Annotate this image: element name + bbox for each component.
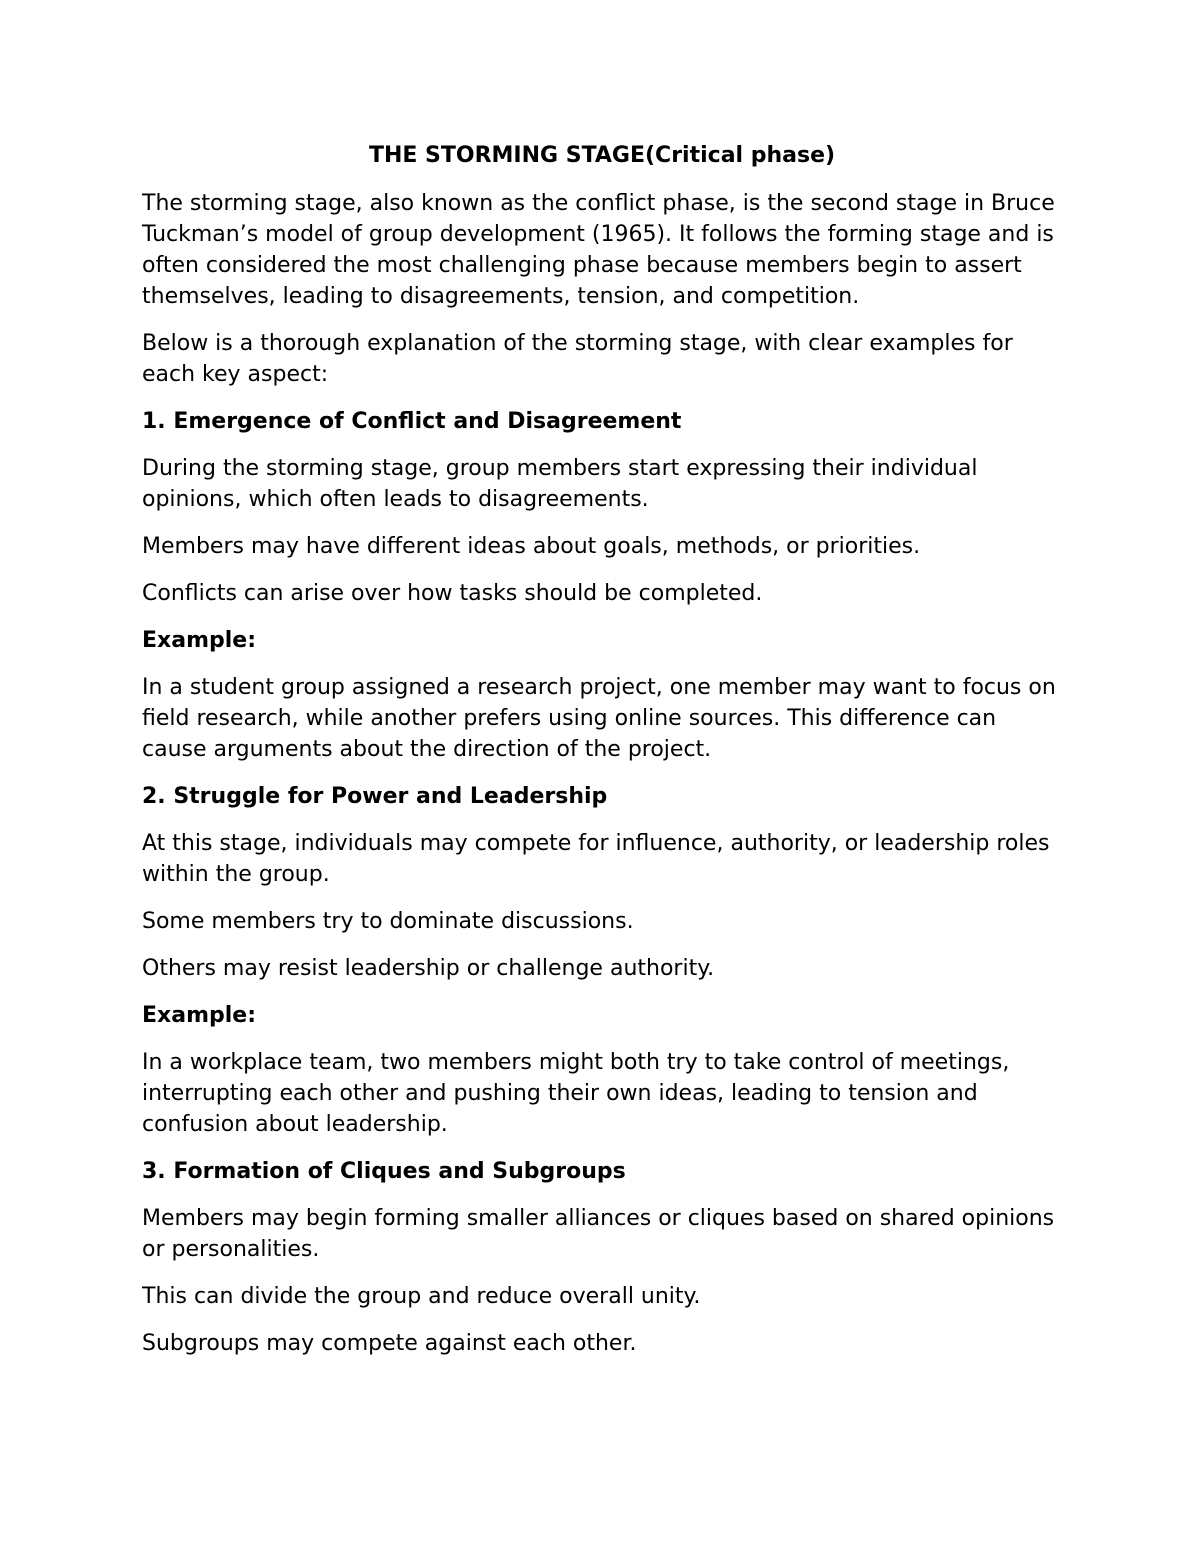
section-3-paragraph: This can divide the group and reduce overall unity. — [142, 1284, 701, 1309]
page-title: THE STORMING STAGE(Critical phase) — [368, 143, 836, 168]
section-1-example-text: In a student group assigned a research project, one member may want to focus on field research, while another prefers using online sources. This difference can cause arguments about the direction of the project. — [142, 675, 1056, 762]
section-2-heading: 2. Struggle for Power and Leadership — [142, 784, 608, 809]
intro-paragraph: The storming stage, also known as the conflict phase, is the second stage in Bruce Tuckman’s model of group development (1965). It follows the forming stage and is often considered the most challenging phase because members begin to assert themselves, leading to disagreements, tension, and competition. — [142, 191, 1055, 309]
section-2-example-text: In a workplace team, two members might both try to take control of meetings, interrupting each other and pushing their own ideas, leading to tension and confusion about leadership. — [142, 1050, 1010, 1137]
section-2-example-label: Example: — [142, 1003, 256, 1028]
document-page — [142, 140, 1062, 1375]
section-1-paragraph: Conflicts can arise over how tasks should be completed. — [142, 581, 763, 606]
section-2-paragraph: At this stage, individuals may compete for influence, authority, or leadership roles within the group. — [142, 831, 1050, 887]
section-2-paragraph: Some members try to dominate discussions. — [142, 909, 634, 934]
overview-paragraph: Below is a thorough explanation of the storming stage, with clear examples for each key aspect: — [142, 331, 1013, 387]
section-3-paragraph: Members may begin forming smaller alliances or cliques based on shared opinions or personalities. — [142, 1206, 1055, 1262]
section-1-paragraph: Members may have different ideas about goals, methods, or priorities. — [142, 534, 921, 559]
section-1-example-label: Example: — [142, 628, 256, 653]
section-3-paragraph: Subgroups may compete against each other. — [142, 1331, 637, 1356]
section-1-paragraph: During the storming stage, group members start expressing their individual opinions, which often leads to disagreements. — [142, 456, 978, 512]
section-1-heading: 1. Emergence of Conflict and Disagreement — [142, 409, 682, 434]
section-3-heading: 3. Formation of Cliques and Subgroups — [142, 1159, 626, 1184]
section-2-paragraph: Others may resist leadership or challenge authority. — [142, 956, 715, 981]
